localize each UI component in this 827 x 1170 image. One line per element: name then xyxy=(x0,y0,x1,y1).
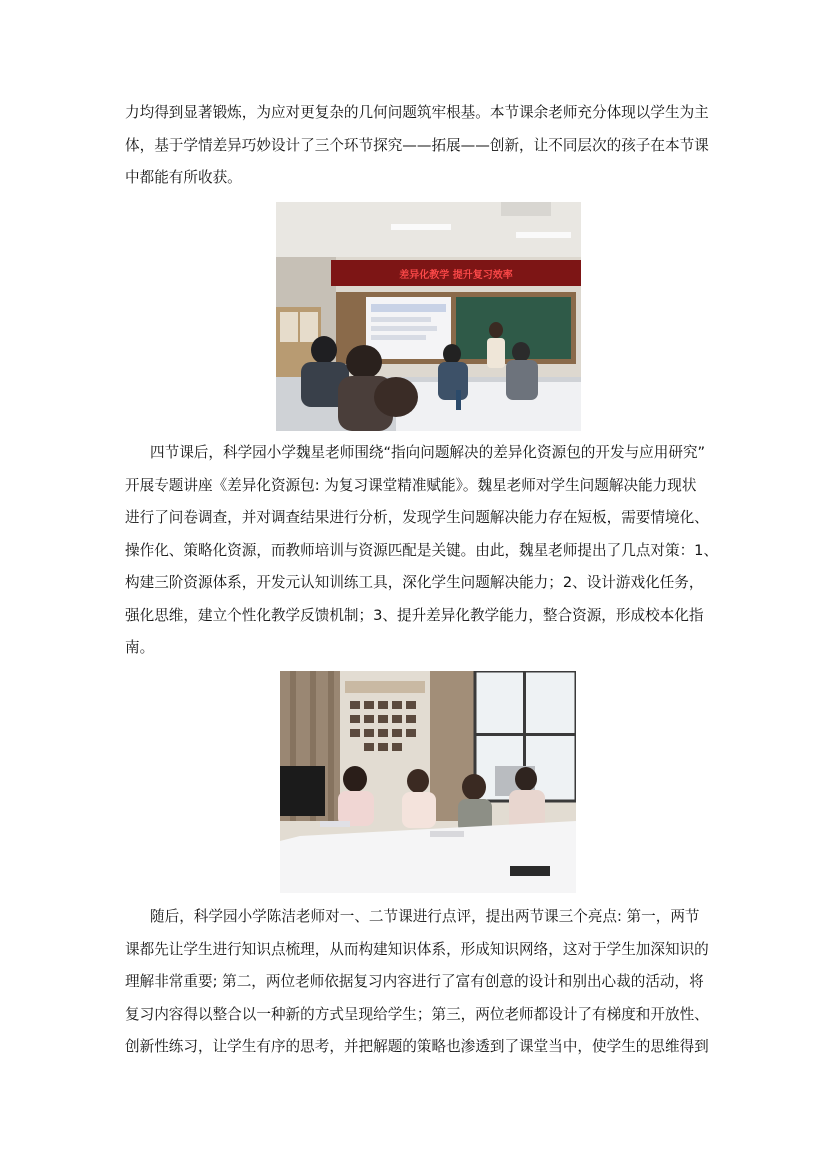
lecture-photo-illustration xyxy=(276,202,581,431)
paragraph-line: 开展专题讲座《差异化资源包: 为复习课堂精准赋能》。魏星老师对学生问题解决能力现状 xyxy=(125,476,697,494)
paragraph-line: 力均得到显著锻炼，为应对更复杂的几何问题筑牢根基。本节课余老师充分体现以学生为主 xyxy=(125,104,709,121)
discussion-photo-illustration xyxy=(280,671,576,893)
paragraph-2 xyxy=(125,437,719,665)
paragraph-line: 随后，科学园小学陈洁老师对一、二节课进行点评，提出两节课三个亮点: 第一，两节 xyxy=(150,908,700,925)
paragraph-line: 操作化、策略化资源，而教师培训与资源匹配是关键。由此，魏星老师提出了几点对策：1、 xyxy=(125,541,719,559)
paragraph-3 xyxy=(125,901,710,1064)
paragraph-line: 复习内容得以整合以一种新的方式呈现给学生；第三，两位老师都设计了有梯度和开放性、 xyxy=(125,1005,709,1023)
paragraph-line: 南。 xyxy=(125,639,155,656)
paragraph-line: 进行了问卷调查，并对调查结果进行分析，发现学生问题解决能力存在短板，需要情境化、 xyxy=(125,509,709,526)
paragraph-line: 理解非常重要; 第二，两位老师依据复习内容进行了富有创意的设计和别出心裁的活动，将 xyxy=(125,973,704,990)
paragraph-line: 体，基于学情差异巧妙设计了三个环节探究——拓展——创新，让不同层次的孩子在本节课 xyxy=(125,136,709,154)
paragraph-line: 课都先让学生进行知识点梳理，从而构建知识体系，形成知识网络，这对于学生加深知识的 xyxy=(125,940,709,958)
paragraph-line: 四节课后，科学园小学魏星老师围绕“指向问题解决的差异化资源包的开发与应用研究” xyxy=(150,444,706,461)
lecture-photo xyxy=(276,202,581,431)
paragraph-line: 强化思维，建立个性化教学反馈机制；3、提升差异化教学能力，整合资源，形成校本化指 xyxy=(125,606,704,624)
banner-text: 差异化教学 提升复习效率 xyxy=(399,270,513,281)
paragraph-1 xyxy=(125,97,710,195)
paragraph-line: 构建三阶资源体系，开发元认知训练工具，深化学生问题解决能力；2、设计游戏化任务， xyxy=(125,574,704,591)
discussion-photo xyxy=(280,671,576,893)
paragraph-line: 创新性练习，让学生有序的思考，并把解题的策略也渗透到了课堂当中，使学生的思维得到 xyxy=(125,1038,709,1055)
paragraph-line: 中都能有所收获。 xyxy=(125,169,242,186)
